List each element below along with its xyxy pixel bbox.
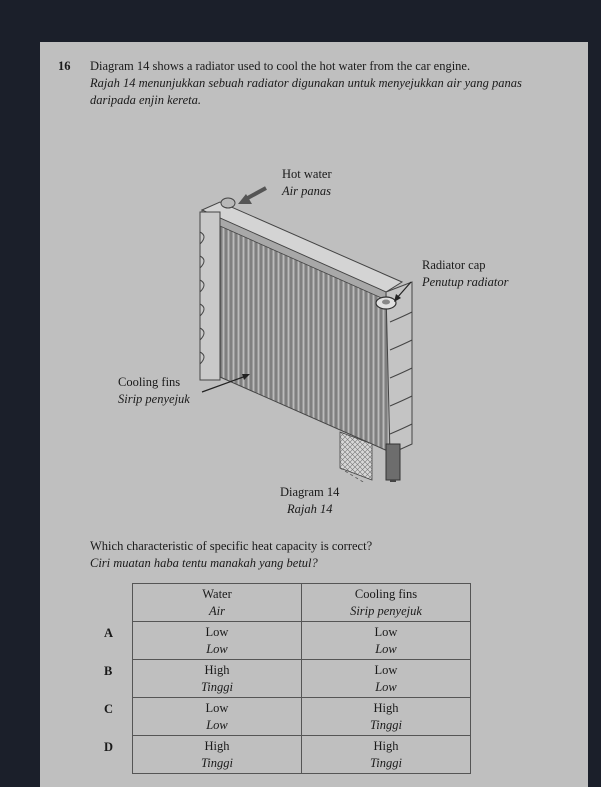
option-key: D: [104, 739, 114, 754]
option-water: Low Low: [133, 622, 302, 660]
diagram-caption-en: Diagram 14: [280, 485, 340, 499]
option-fins: Low Low: [302, 660, 471, 698]
option-row-c[interactable]: [104, 698, 471, 736]
option-fins: High Tinggi: [302, 698, 471, 736]
radiator-diagram: [190, 182, 430, 482]
table-header-row: [104, 584, 471, 622]
prompt-en: Which characteristic of specific heat capacity is correct?: [90, 539, 373, 553]
question-text-en: Diagram 14 shows a radiator used to cool the hot water from the car engine.: [90, 59, 471, 73]
answer-options-table: [104, 583, 471, 774]
option-row-a[interactable]: [104, 622, 471, 660]
option-key: A: [104, 625, 114, 640]
option-row-d[interactable]: [104, 736, 471, 774]
question-text-ms-cont: daripada enjin kereta.: [90, 93, 201, 107]
header-cooling-fins: Cooling fins Sirip penyejuk: [302, 584, 471, 622]
label-radiator-cap-ms: Penutup radiator: [422, 275, 509, 289]
question-number: 16: [58, 59, 71, 73]
label-hot-water-ms: Air panas: [282, 184, 331, 198]
question-text-ms: Rajah 14 menunjukkan sebuah radiator digunakan untuk menyejukkan air yang panas: [90, 76, 522, 90]
option-key: C: [104, 701, 114, 716]
label-cooling-fins-en: Cooling fins: [118, 375, 181, 389]
label-hot-water-en: Hot water: [282, 167, 332, 181]
option-row-b[interactable]: [104, 660, 471, 698]
exam-page: [40, 42, 588, 787]
option-water: Low Low: [133, 698, 302, 736]
option-fins: High Tinggi: [302, 736, 471, 774]
label-radiator-cap-en: Radiator cap: [422, 258, 486, 272]
label-cooling-fins-ms: Sirip penyejuk: [118, 392, 190, 406]
option-water: High Tinggi: [133, 736, 302, 774]
prompt-ms: Ciri muatan haba tentu manakah yang betul?: [90, 556, 318, 570]
option-key: B: [104, 663, 113, 678]
option-water: High Tinggi: [133, 660, 302, 698]
diagram-caption-ms: Rajah 14: [287, 502, 333, 516]
header-water: Water Air: [133, 584, 302, 622]
option-fins: Low Low: [302, 622, 471, 660]
